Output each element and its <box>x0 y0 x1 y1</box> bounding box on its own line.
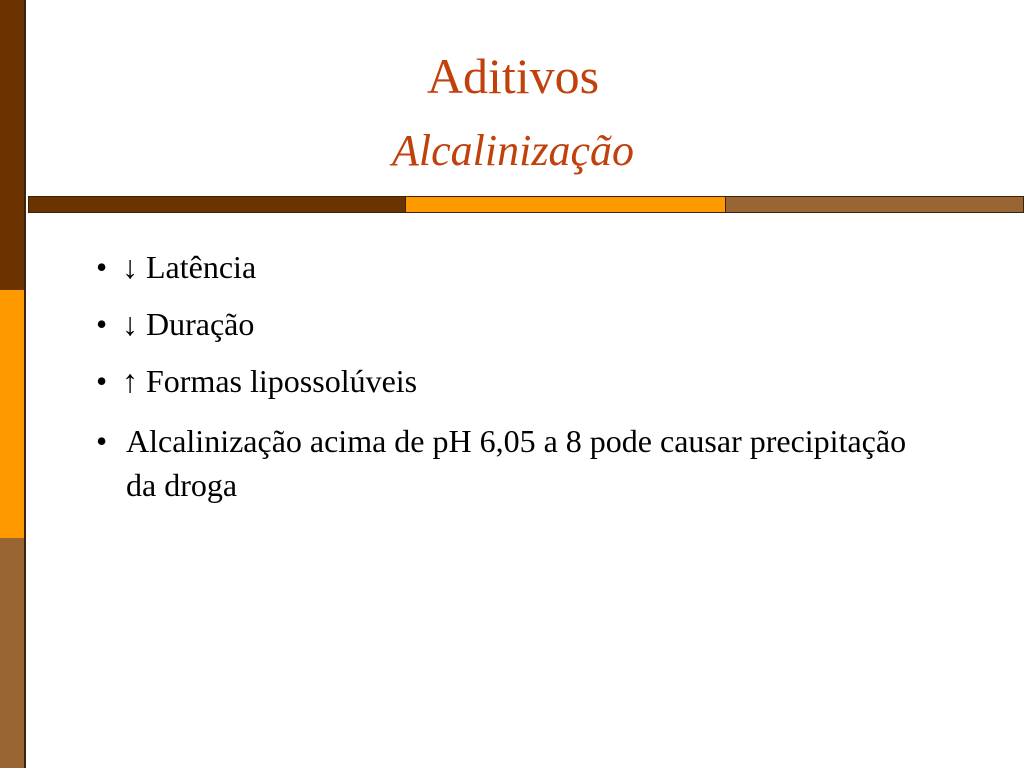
left-accent-bar-orange <box>0 290 26 538</box>
bullet-dot: • <box>96 306 108 342</box>
bullet-text: Latência <box>146 249 257 285</box>
list-item <box>96 362 976 400</box>
bullet-text: Duração <box>146 306 255 342</box>
arrow-down-icon: ↓ <box>122 249 138 285</box>
list-item <box>96 305 976 343</box>
list-item <box>96 248 976 286</box>
title-divider-orange <box>405 196 726 213</box>
slide-subtitle: Alcalinização <box>392 126 634 175</box>
bullet-dot: • <box>96 423 108 459</box>
left-accent-bar-light <box>0 538 26 768</box>
title-divider-light <box>725 196 1024 213</box>
bullet-text: Alcalinização acima de pH 6,05 a 8 pode causar precipitação da droga <box>126 423 907 503</box>
arrow-up-icon: ↑ <box>122 363 138 399</box>
bullet-dot: • <box>96 363 108 399</box>
bullet-list <box>96 248 976 507</box>
slide-title: Aditivos <box>426 48 600 104</box>
list-item <box>96 419 976 507</box>
bullet-dot: • <box>96 249 108 285</box>
bullet-text: Formas lipossolúveis <box>146 363 418 399</box>
left-accent-bar-dark <box>0 0 26 290</box>
arrow-down-icon: ↓ <box>122 306 138 342</box>
title-divider-dark <box>28 196 406 213</box>
